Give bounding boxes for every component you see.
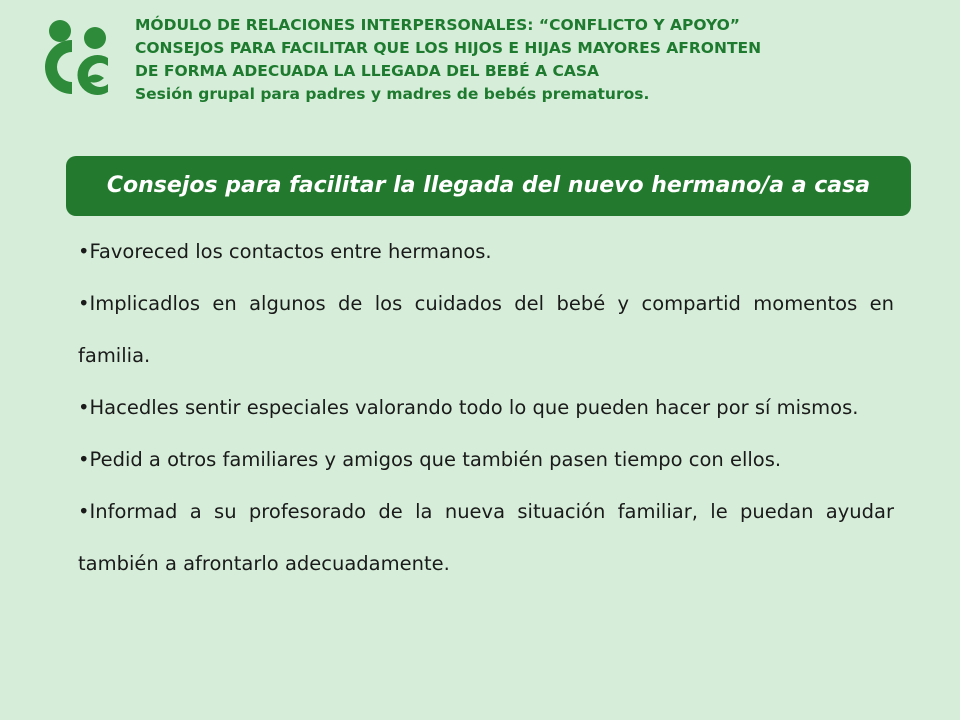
advice-item: •Implicadlos en algunos de los cuidados del bebé y compartid momentos en familia. [78, 292, 894, 367]
advice-list [78, 226, 894, 590]
header [135, 14, 945, 106]
advice-item: •Pedid a otros familiares y amigos que también pasen tiempo con ellos. [78, 448, 782, 471]
module-title: MÓDULO DE RELACIONES INTERPERSONALES: “CONFLICTO Y APOYO” [135, 16, 740, 34]
advice-title-line-1: CONSEJOS PARA FACILITAR QUE LOS HIJOS E HIJAS MAYORES AFRONTEN [135, 39, 762, 57]
family-logo-icon [30, 18, 130, 100]
advice-title-line-2: DE FORMA ADECUADA LA LLEGADA DEL BEBÉ A CASA [135, 62, 599, 80]
advice-item: •Hacedles sentir especiales valorando todo lo que pueden hacer por sí mismos. [78, 396, 859, 419]
session-subtitle: Sesión grupal para padres y madres de bebés prematuros. [135, 85, 650, 103]
advice-item: •Favoreced los contactos entre hermanos. [78, 240, 492, 263]
advice-item: •Informad a su profesorado de la nueva situación familiar, le puedan ayudar también a afrontarlo adecuadamente. [78, 500, 894, 575]
section-banner: Consejos para facilitar la llegada del nuevo hermano/a a casa [66, 156, 911, 216]
